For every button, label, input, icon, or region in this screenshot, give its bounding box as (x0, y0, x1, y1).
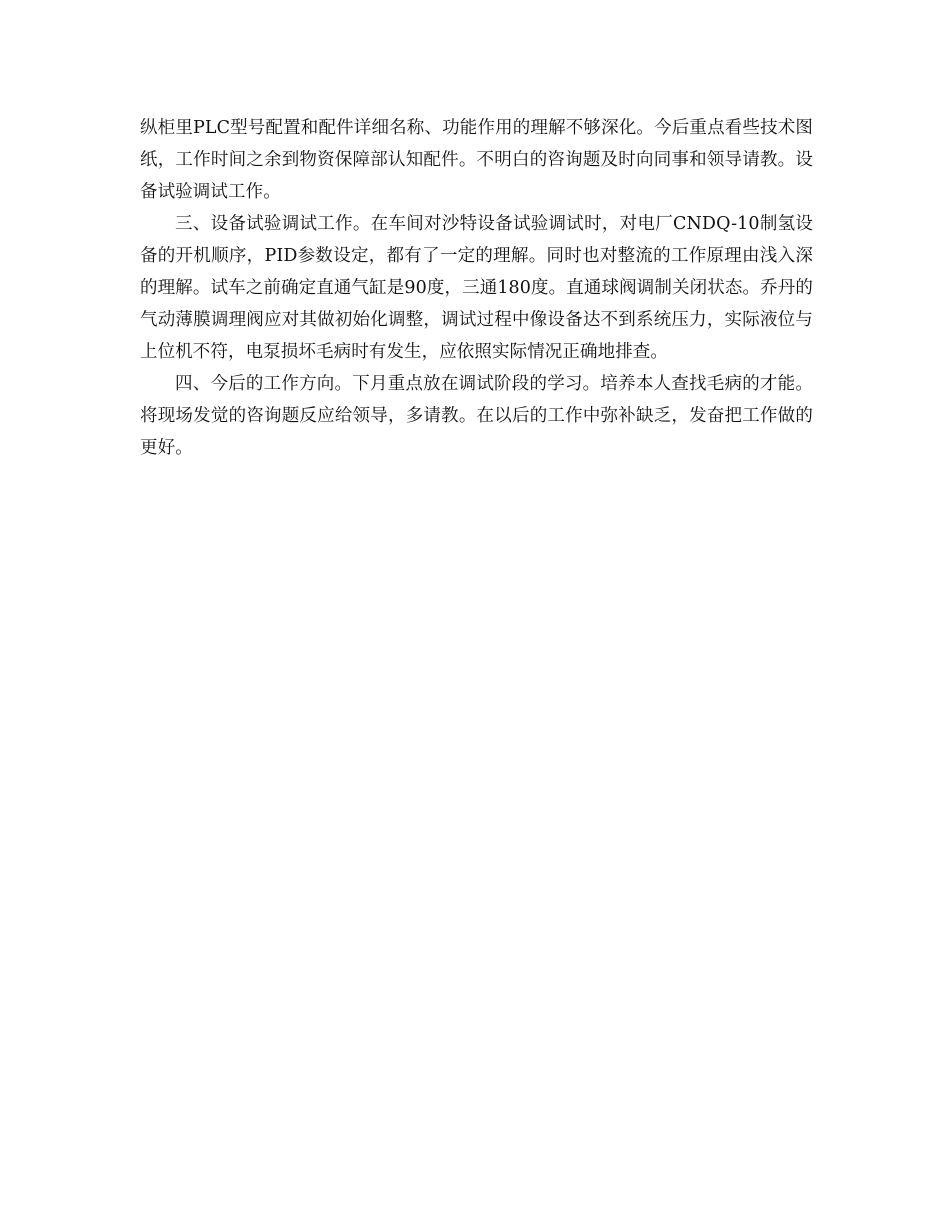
document-body (140, 112, 813, 464)
paragraph-section-three: 三、设备试验调试工作。在车间对沙特设备试验调试时，对电厂CNDQ-10制氢设备的开机顺序，PID参数设定，都有了一定的理解。同时也对整流的工作原理由浅入深的理解。试车之前确定直通气缸是90度，三通180度。直通球阀调制关闭状态。乔丹的气动薄膜调理阀应对其做初始化调整，调试过程中像设备达不到系统压力，实际液位与上位机不符，电泵损坏毛病时有发生，应依照实际情况正确地排查。 (140, 214, 813, 362)
paragraph-continuation: 纵柜里PLC型号配置和配件详细名称、功能作用的理解不够深化。今后重点看些技术图纸，工作时间之余到物资保障部认知配件。不明白的咨询题及时向同事和领导请教。设备试验调试工作。 (140, 118, 813, 202)
paragraph-section-four: 四、今后的工作方向。下月重点放在调试阶段的学习。培养本人查找毛病的才能。将现场发觉的咨询题反应给领导，多请教。在以后的工作中弥补缺乏，发奋把工作做的更好。 (140, 374, 813, 458)
